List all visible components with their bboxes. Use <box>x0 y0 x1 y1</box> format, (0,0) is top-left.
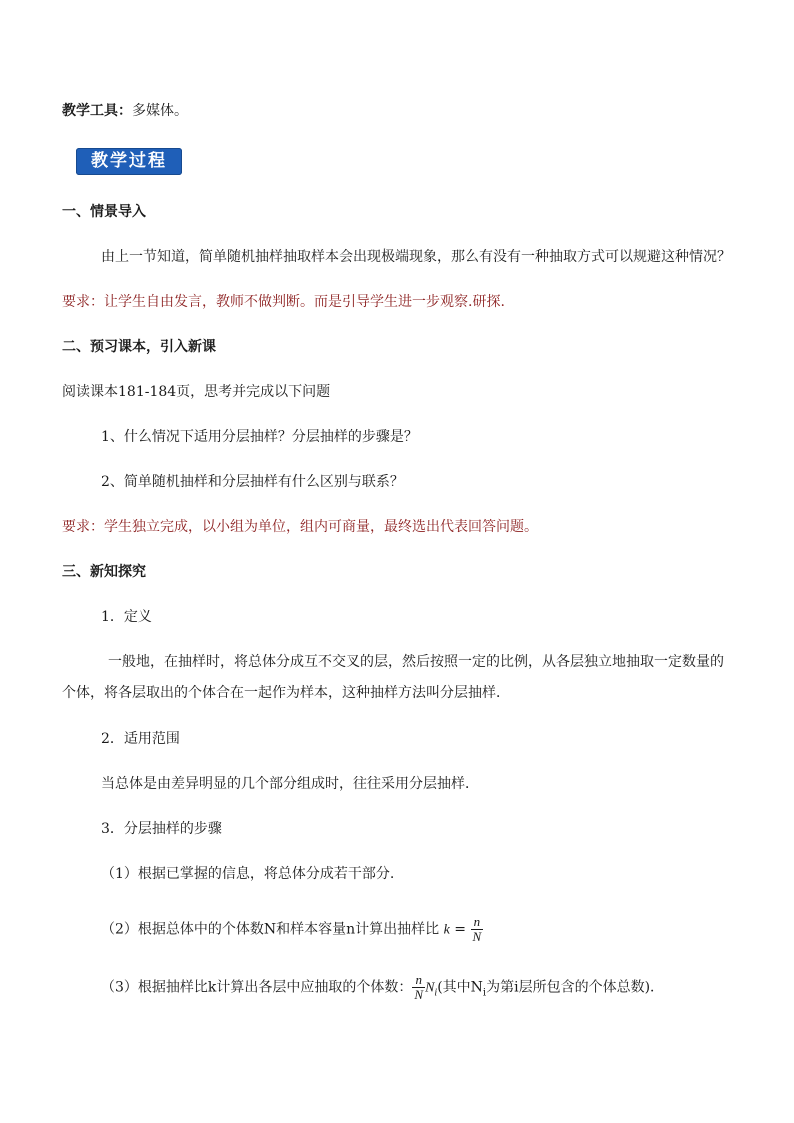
section-1-requirement: 要求：让学生自由发言，教师不做判断。而是引导学生进一步观察.研探. <box>62 294 505 310</box>
teaching-tools-label: 教学工具： <box>62 103 132 119</box>
step-2-k: k <box>443 922 450 938</box>
step-3-text: （3）根据抽样比k计算出各层中应抽取的个体数： <box>101 979 413 996</box>
step-3-paren-subscript: i <box>482 987 487 999</box>
section-2-question-1: 1、什么情况下适用分层抽样？分层抽样的步骤是？ <box>101 429 418 445</box>
teaching-tools-value: 多媒体。 <box>132 103 188 119</box>
teaching-tools-line <box>62 101 188 121</box>
section-1-heading: 一、情景导入 <box>62 204 146 220</box>
section-2-question-2: 2、简单随机抽样和分层抽样有什么区别与联系？ <box>101 474 404 490</box>
scope-text: 当总体是由差异明显的几个部分组成时，往往采用分层抽样． <box>101 776 479 792</box>
teaching-process-badge <box>76 148 182 175</box>
step-2-equals: = <box>449 921 471 938</box>
step-1: （1）根据已掌握的信息，将总体分成若干部分. <box>101 866 395 882</box>
step-3-N: N <box>425 980 435 996</box>
step-2 <box>101 915 483 944</box>
step-2-fraction <box>471 915 484 944</box>
steps-title: 3．分层抽样的步骤 <box>101 821 222 837</box>
section-2-requirement: 要求：学生独立完成，以小组为单位，组内可商量，最终选出代表回答问题。 <box>62 519 538 535</box>
step-3-paren-b: 为第i层所包含的个体总数)． <box>486 979 665 996</box>
scope-title: 2．适用范围 <box>101 731 180 747</box>
step-2-denominator: N <box>472 929 482 944</box>
step-3-N-subscript: i <box>434 987 438 999</box>
definition-line-2: 个体，将各层取出的个体合在一起作为样本，这种抽样方法叫分层抽样． <box>62 685 510 701</box>
step-3-denominator: N <box>414 987 424 1002</box>
definition-title: 1．定义 <box>101 609 152 625</box>
step-3 <box>101 973 664 1004</box>
section-1-paragraph: 由上一节知道，简单随机抽样抽取样本会出现极端现象，那么有没有一种抽取方式可以规避这种情况？ <box>101 249 731 265</box>
section-2-intro: 阅读课本181-184页，思考并完成以下问题 <box>62 384 331 400</box>
step-3-paren-a: (其中N <box>437 979 483 996</box>
teaching-process-badge-label: 教学过程 <box>91 151 167 171</box>
definition-line-1: 一般地，在抽样时，将总体分成互不交叉的层，然后按照一定的比例，从各层独立地抽取一定数量的 <box>108 654 724 670</box>
section-2-heading: 二、预习课本，引入新课 <box>62 339 216 355</box>
step-2-text: （2）根据总体中的个体数N和样本容量n计算出抽样比 <box>101 921 440 938</box>
step-2-numerator: n <box>471 915 484 930</box>
section-3-heading: 三、新知探究 <box>62 564 146 580</box>
step-3-numerator: n <box>412 973 425 988</box>
step-3-fraction <box>412 973 425 1002</box>
